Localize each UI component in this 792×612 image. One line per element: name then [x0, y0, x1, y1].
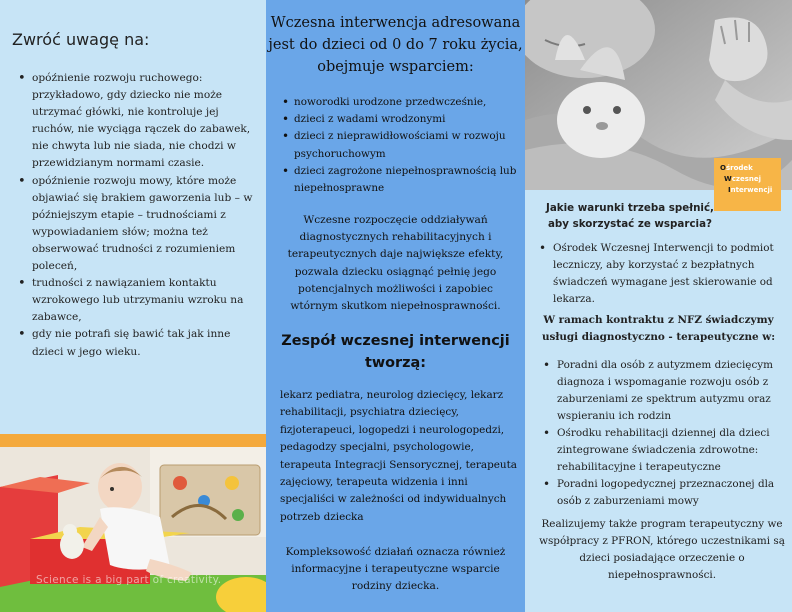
list-item: • Poradni dla osób z autyzmem dziecięcym diagnoza i wspomaganie rozwoju osób z zaburzeniami ze spektrum autyzmu oraz wspieraniu ich rodzin — [539, 357, 789, 425]
logo-line: Interwencji — [728, 186, 773, 194]
list-item: • opóźnienie rozwoju mowy, które może objawiać się brakiem gaworzenia lub – w późniejszym etapie – trudnościami z wypowiadaniem słów; można też obserwować trudności z rozumieniem poleceń, — [16, 173, 262, 276]
list-item: • dzieci z nieprawidłowościami w rozwoju psychoruchowym — [282, 128, 518, 162]
right-panel — [525, 0, 792, 612]
list-item: • opóźnienie rozwoju ruchowego: przykładowo, gdy dziecko nie może utrzymać główki, nie kontroluje jej ruchów, nie wyciąga rączek do zabawek, nie chwyta lub nie siada, nie chodzi w przewidzianym normami czasie. — [16, 70, 262, 173]
nfz-contract-heading: W ramach kontraktu z NFZ świadczymy usługi diagnostyczno - terapeutyczne w: — [541, 314, 776, 343]
list-item: • dzieci z wadami wrodzonymi — [282, 111, 518, 128]
conditions-list — [535, 240, 785, 308]
pfron-program-paragraph: Realizujemy także program terapeutyczny we współpracy z PFRON, którego uczestnikami są dzieci posiadające orzeczenie o niepełnosprawności. — [539, 518, 785, 581]
left-panel — [0, 0, 266, 612]
target-groups-list — [282, 94, 518, 197]
child-playroom-illustration — [0, 447, 266, 612]
warning-signs-list — [16, 70, 262, 361]
logo-line: Wczesnej — [724, 175, 762, 183]
intervention-title: Wczesna interwencja adresowana jest do dzieci od 0 do 7 roku życia, obejmuje wsparciem: — [268, 15, 523, 75]
list-item: • Ośrodku rehabilitacji dziennej dla dzieci zintegrowane świadczenia zdrowotne: rehabilitacyjne i terapeutyczne — [539, 425, 789, 476]
services-list — [539, 357, 789, 510]
list-item: • gdy nie potrafi się bawić tak jak inne dzieci w jego wieku. — [16, 326, 262, 360]
middle-panel — [266, 0, 525, 612]
attention-heading: Zwróć uwagę na: — [12, 30, 150, 49]
list-item: • trudności z nawiązaniem kontaktu wzrokowego lub utrzymaniu wzroku na zabawce, — [16, 275, 262, 326]
logo-line: Ośrodek — [720, 164, 753, 172]
photo-watermark: Science is a big part of creativity. — [36, 574, 222, 586]
early-start-paragraph: Wczesne rozpoczęcie oddziaływań diagnostycznych rehabilitacyjnych i terapeutycznych daje największe efekty, pozwala dziecku osiągnąć pełnię jego potencjalnych możliwości i zapobiec wtórnym skutkom niepełnosprawności. — [287, 214, 504, 313]
team-heading: Zespół wczesnej interwencji tworzą: — [281, 333, 510, 371]
list-item: • Ośrodek Wczesnej Interwencji to podmiot leczniczy, aby korzystać z bezpłatnych świadczeń wymagane jest skierowanie od lekarza. — [535, 240, 785, 308]
team-members-text: lekarz pediatra, neurolog dziecięcy, lekarz rehabilitacji, psychiatra dziecięcy, fizjoterapeuci, logopedzi i neurologopedzi, pedagodzy specjalni, psychologowie, terapeuta Integracji Sensorycznej, terapeuta zajęciowy, terapeuta widzenia i inni specjaliści w zależności od indywidualnych potrzeb dziecka — [280, 389, 517, 523]
orange-divider-bar — [0, 434, 266, 447]
family-support-paragraph: Kompleksowość działań oznacza również informacyjne i terapeutyczne wsparcie rodziny dziecka. — [285, 546, 506, 593]
list-item: • dzieci zagrożone niepełnosprawnością lub niepełnosprawne — [282, 163, 518, 197]
list-item: • noworodki urodzone przedwcześnie, — [282, 94, 518, 111]
conditions-question: Jakie warunki trzeba spełnić, aby skorzystać ze wsparcia? — [546, 202, 714, 230]
child-playing-photo — [0, 447, 266, 612]
list-item: • Poradni logopedycznej przeznaczonej dla osób z zaburzeniami mowy — [539, 476, 789, 510]
